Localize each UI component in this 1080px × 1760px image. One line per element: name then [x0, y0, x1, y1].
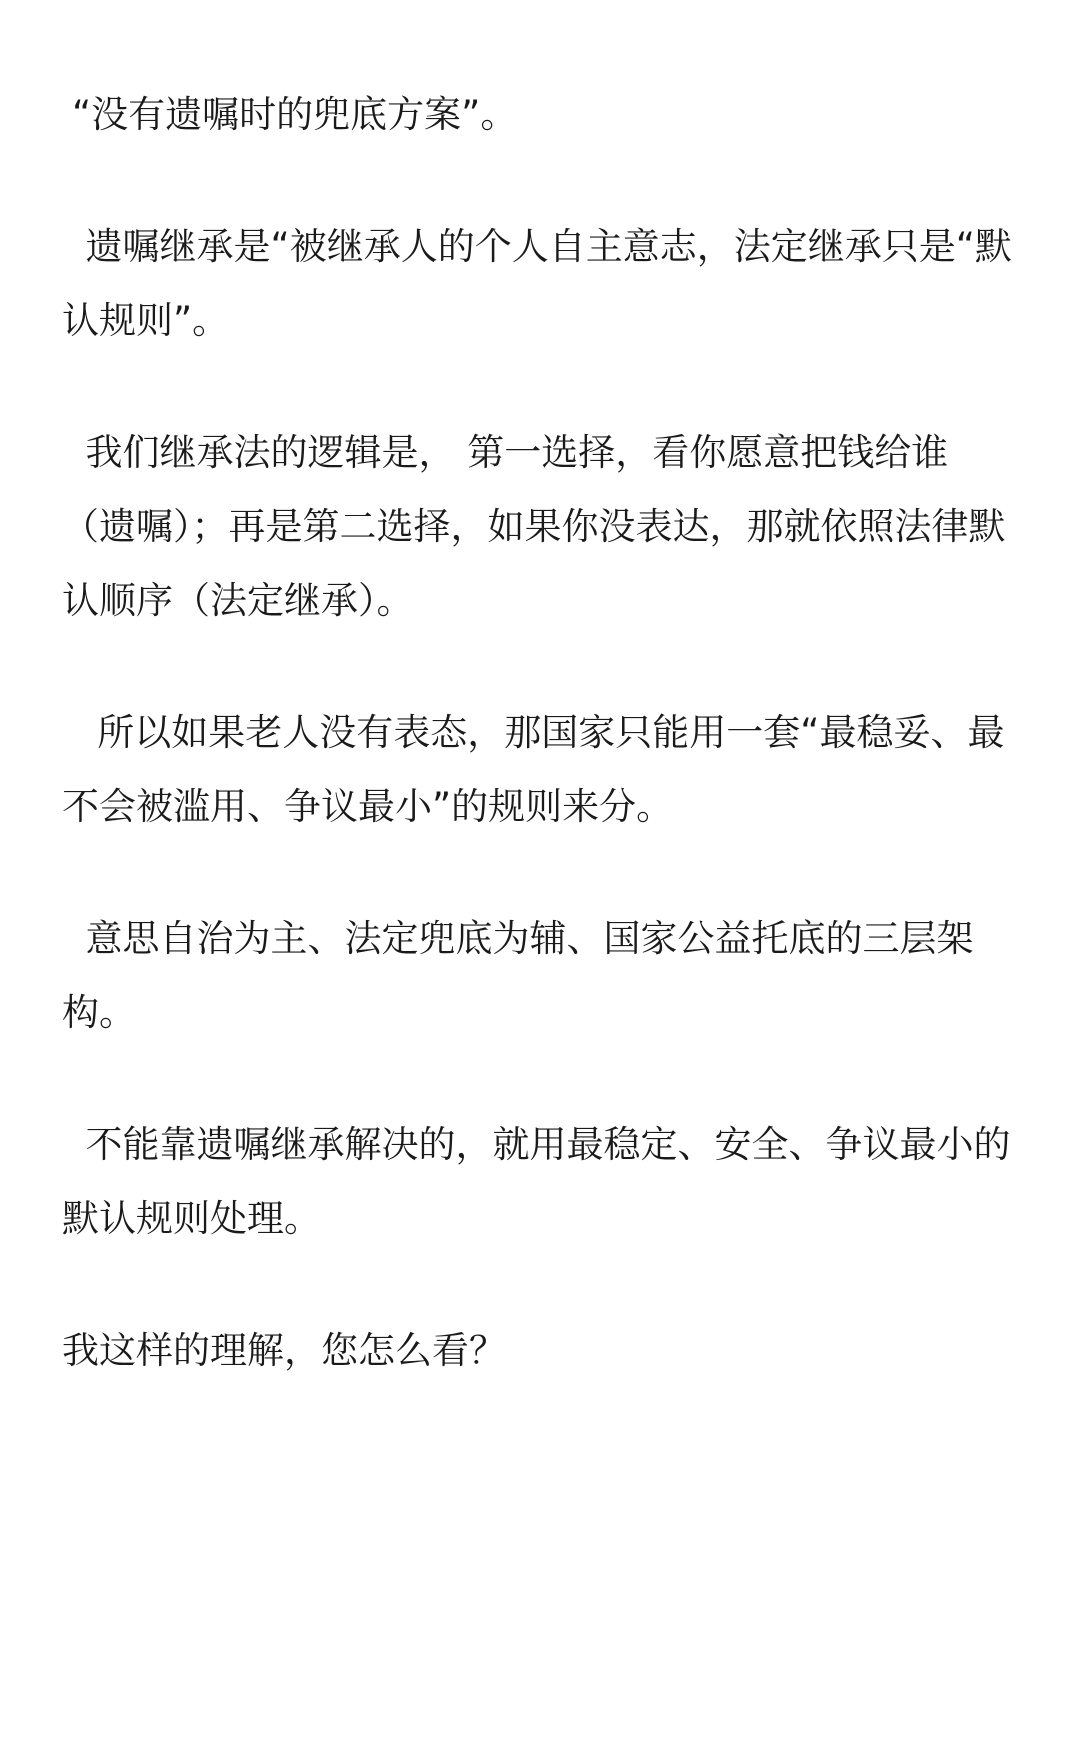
paragraph-fallback-plan: “没有遗嘱时的兜底方案”。 [72, 93, 518, 136]
paragraph-question: 我这样的理解，您怎么看？ [62, 1329, 506, 1372]
paragraph-inheritance-logic: 我们继承法的逻辑是， 第一选择，看你愿意把钱给谁（遗嘱）；再是第二选择，如果你没表达，那就依照法律默认顺序（法定继承）。 [62, 431, 1006, 622]
article-body [62, 78, 1022, 1446]
paragraph-state-rules: 所以如果老人没有表态，那国家只能用一套“最稳妥、最不会被滥用、争议最小”的规则来分。 [62, 711, 1005, 828]
paragraph-will-vs-statutory: 遗嘱继承是“被继承人的个人自主意志，法定继承只是“默认规则”。 [62, 225, 1012, 342]
paragraph-three-layer-structure: 意思自治为主、法定兜底为辅、国家公益托底的三层架构。 [62, 917, 974, 1034]
paragraph-default-rules: 不能靠遗嘱继承解决的，就用最稳定、安全、争议最小的默认规则处理。 [62, 1123, 1011, 1240]
